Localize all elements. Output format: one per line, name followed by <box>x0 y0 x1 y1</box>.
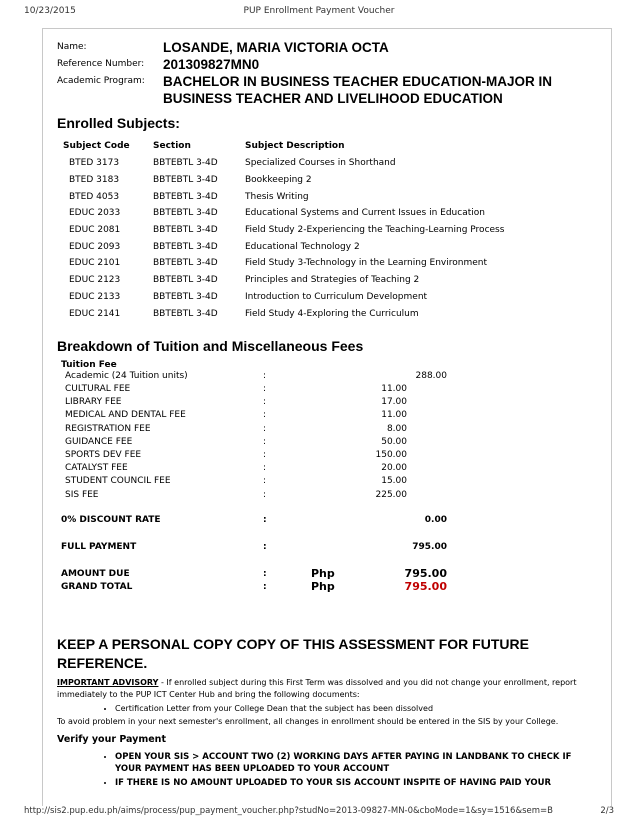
fee-colon: : <box>263 397 267 408</box>
subject-code: EDUC 2081 <box>69 225 121 236</box>
verify-payment-title: Verify your Payment <box>57 733 166 745</box>
subject-description: Specialized Courses in Shorthand <box>245 158 396 169</box>
print-date: 10/23/2015 <box>24 6 76 16</box>
subject-code: EDUC 2101 <box>69 258 121 269</box>
subject-description: Educational Systems and Current Issues in Education <box>245 208 485 219</box>
section: BBTEBTL 3-4D <box>153 175 218 186</box>
col-subject-code: Subject Code <box>63 141 130 151</box>
subjects-header-row <box>57 137 597 155</box>
subject-code: BTED 4053 <box>69 191 120 202</box>
fee-colon: : <box>263 384 267 395</box>
table-row <box>57 238 597 255</box>
subject-description: Field Study 2-Experiencing the Teaching-Learning Process <box>245 225 505 236</box>
reference-row <box>57 56 597 73</box>
fee-colon: : <box>263 423 267 434</box>
fee-name: REGISTRATION FEE <box>65 423 151 434</box>
grand-total-colon: : <box>263 581 267 592</box>
program-row <box>57 73 597 107</box>
fee-name: Academic (24 Tuition units) <box>65 370 188 381</box>
advisory-text: - If enrolled subject during this First Term was dissolved and you did not change your enrollment, report immediately to the PUP ICT Center Hub and bring the following documents: <box>57 677 577 699</box>
fee-name: CATALYST FEE <box>65 463 128 474</box>
table-row <box>57 188 597 205</box>
col-section: Section <box>153 141 191 151</box>
student-name: LOSANDE, MARIA VICTORIA OCTA <box>163 40 389 55</box>
discount-colon: : <box>263 514 267 525</box>
section: BBTEBTL 3-4D <box>153 258 218 269</box>
amount-due-currency: Php <box>311 566 335 580</box>
subject-code: BTED 3173 <box>69 158 120 169</box>
list-item: • OPEN YOUR SIS > ACCOUNT TWO (2) WORKING DAYS AFTER PAYING IN LANDBANK TO CHECK IF YOUR PAYMENT HAS BEEN UPLOADED TO YOUR ACCOUNT <box>115 751 597 775</box>
important-advisory <box>57 677 597 701</box>
name-row <box>57 39 597 56</box>
verify-payment-list <box>75 751 597 789</box>
fee-name: LIBRARY FEE <box>65 397 122 408</box>
section: BBTEBTL 3-4D <box>153 275 218 286</box>
keep-copy-notice: KEEP A PERSONAL COPY COPY OF THIS ASSESSMENT FOR FUTURE REFERENCE. <box>57 635 529 671</box>
full-payment-value: 795.00 <box>412 541 447 552</box>
print-header <box>24 6 614 20</box>
fee-row <box>57 490 597 503</box>
grand-total-currency: Php <box>311 579 335 593</box>
fee-amount: 50.00 <box>381 436 407 447</box>
section: BBTEBTL 3-4D <box>153 191 218 202</box>
subject-code: EDUC 2141 <box>69 308 121 319</box>
section: BBTEBTL 3-4D <box>153 225 218 236</box>
grand-total-row <box>57 579 597 595</box>
amount-due-label: AMOUNT DUE <box>61 568 130 579</box>
section: BBTEBTL 3-4D <box>153 308 218 319</box>
section: BBTEBTL 3-4D <box>153 158 218 169</box>
amount-due-colon: : <box>263 568 267 579</box>
fee-name: CULTURAL FEE <box>65 384 131 395</box>
avoid-problem-note: To avoid problem in your next semester's enrollment, all changes in enrollment should be entered in the SIS by your College. <box>57 716 559 726</box>
col-subject-description: Subject Description <box>245 141 345 151</box>
table-row <box>57 205 597 222</box>
table-row <box>57 172 597 189</box>
table-row <box>57 272 597 289</box>
amount-due-value: 795.00 <box>404 566 447 580</box>
tuition-fee-header: Tuition Fee <box>61 359 117 370</box>
reference-label: Reference Number: <box>57 59 145 69</box>
fee-row <box>57 476 597 489</box>
fee-colon: : <box>263 450 267 460</box>
fee-name: GUIDANCE FEE <box>65 436 133 447</box>
discount-row <box>57 515 597 528</box>
print-footer <box>24 806 614 820</box>
fee-row <box>57 397 597 410</box>
enrolled-subjects-title: Enrolled Subjects: <box>57 115 180 131</box>
fee-name: SIS FEE <box>65 489 99 500</box>
reference-number: 201309827MN0 <box>163 57 260 72</box>
subjects-table <box>57 137 597 322</box>
fee-colon: : <box>263 410 267 421</box>
fee-colon: : <box>263 436 267 447</box>
print-url: http://sis2.pup.edu.ph/aims/process/pup_payment_voucher.php?studNo=2013-09827-MN-0&cboMode=1&sy=1516&sem=B <box>24 806 553 816</box>
fee-amount: 17.00 <box>381 397 407 408</box>
discount-label: 0% DISCOUNT RATE <box>61 514 161 525</box>
table-row <box>57 255 597 272</box>
fee-colon: : <box>263 463 267 474</box>
subject-description: Bookkeeping 2 <box>245 175 312 186</box>
fee-amount: 11.00 <box>381 410 407 421</box>
fees-title: Breakdown of Tuition and Miscellaneous Fees <box>57 337 364 354</box>
program-label: Academic Program: <box>57 76 145 86</box>
subject-description: Field Study 3-Technology in the Learning Environment <box>245 258 487 269</box>
subject-description: Field Study 4-Exploring the Curriculum <box>245 308 419 319</box>
fee-row <box>57 437 597 450</box>
fee-total: 288.00 <box>415 370 447 381</box>
table-row <box>57 305 597 322</box>
section: BBTEBTL 3-4D <box>153 291 218 302</box>
tuition-row <box>57 371 597 384</box>
grand-total-label: GRAND TOTAL <box>61 581 133 592</box>
fee-row <box>57 450 597 463</box>
voucher-panel <box>42 28 612 806</box>
subject-code: EDUC 2033 <box>69 208 121 219</box>
list-item: • Certification Letter from your College Dean that the subject has been dissolved <box>115 704 597 713</box>
full-payment-label: FULL PAYMENT <box>61 541 137 552</box>
full-payment-row <box>57 542 597 555</box>
fee-row <box>57 424 597 437</box>
subject-description: Thesis Writing <box>245 191 309 202</box>
fee-amount: 150.00 <box>375 450 407 460</box>
fee-colon: : <box>263 489 267 500</box>
fee-colon: : <box>263 476 267 487</box>
fees-breakdown <box>57 360 597 595</box>
fee-row <box>57 463 597 476</box>
print-title: PUP Enrollment Payment Voucher <box>243 6 395 16</box>
section: BBTEBTL 3-4D <box>153 241 218 252</box>
subject-code: EDUC 2133 <box>69 291 121 302</box>
table-row <box>57 222 597 239</box>
discount-value: 0.00 <box>424 514 447 525</box>
fee-amount: 225.00 <box>375 489 407 500</box>
subject-description: Introduction to Curriculum Development <box>245 291 428 302</box>
fee-amount: 15.00 <box>381 476 407 487</box>
fee-name: STUDENT COUNCIL FEE <box>65 476 171 487</box>
table-row <box>57 155 597 172</box>
advisory-label: IMPORTANT ADVISORY <box>57 677 159 687</box>
subject-code: EDUC 2123 <box>69 275 121 286</box>
fee-name: SPORTS DEV FEE <box>65 450 142 460</box>
fee-row <box>57 410 597 423</box>
fee-amount: 11.00 <box>381 384 407 395</box>
advisory-documents-list <box>75 704 597 713</box>
fee-name: MEDICAL AND DENTAL FEE <box>65 410 186 421</box>
list-item: • IF THERE IS NO AMOUNT UPLOADED TO YOUR SIS ACCOUNT INSPITE OF HAVING PAID YOUR <box>115 777 597 789</box>
full-payment-colon: : <box>263 541 267 552</box>
page-number: 2/3 <box>600 806 614 816</box>
fee-amount: 8.00 <box>386 423 407 434</box>
subject-code: EDUC 2093 <box>69 241 121 252</box>
subject-description: Principles and Strategies of Teaching 2 <box>245 275 420 286</box>
subject-code: BTED 3183 <box>69 175 120 186</box>
fee-row <box>57 384 597 397</box>
section: BBTEBTL 3-4D <box>153 208 218 219</box>
table-row <box>57 289 597 306</box>
name-label: Name: <box>57 42 87 52</box>
fee-amount: 20.00 <box>381 463 407 474</box>
subject-description: Educational Technology 2 <box>245 241 360 252</box>
academic-program: BACHELOR IN BUSINESS TEACHER EDUCATION-MAJOR IN BUSINESS TEACHER AND LIVELIHOOD EDUCATION <box>163 74 553 106</box>
fee-colon: : <box>263 370 267 381</box>
grand-total-value: 795.00 <box>404 579 447 593</box>
